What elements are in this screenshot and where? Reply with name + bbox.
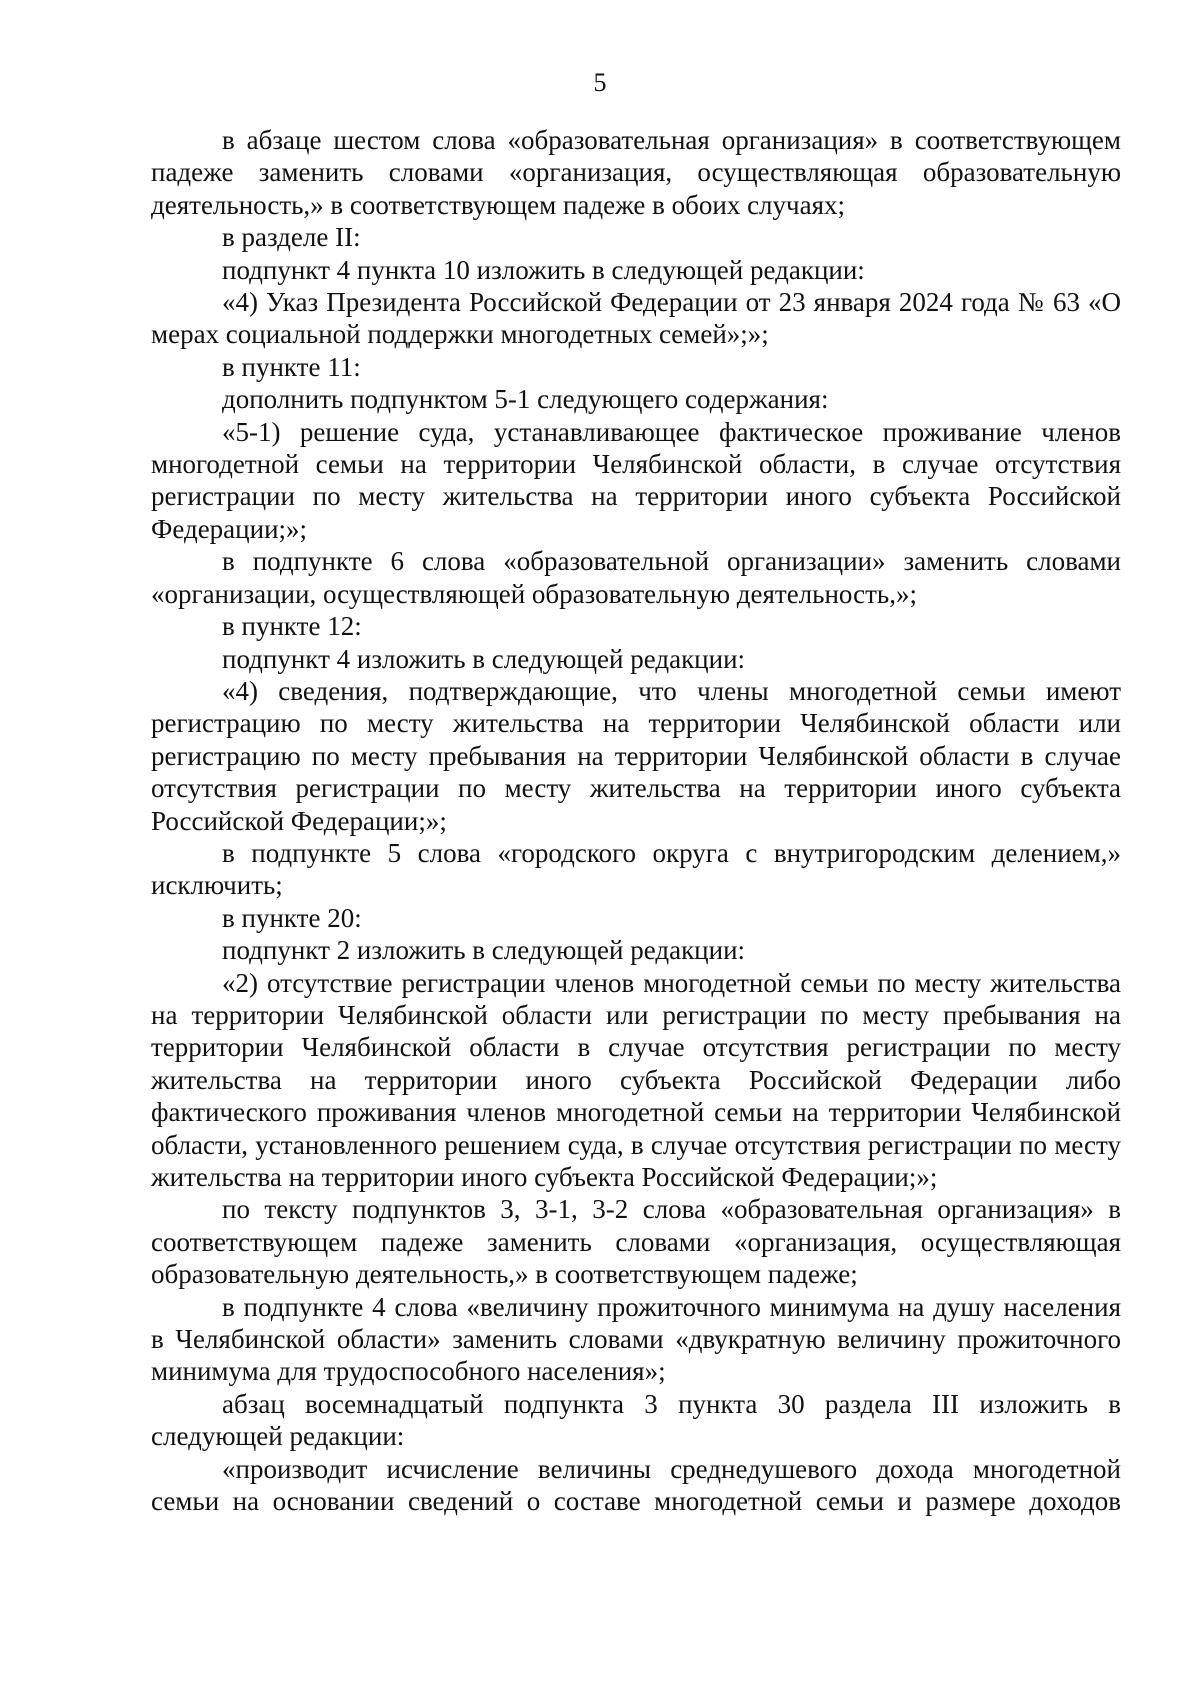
paragraph-4: «4) Указ Президента Российской Федерации от 23 января 2024 года № 63 «О мерах социальной поддержки многодетных семей»;»; (151, 287, 1121, 350)
paragraph-15: «2) отсутствие регистрации членов многодетной семьи по месту жительства на территории Челябинской области или регистрации по месту пребывания на территории Челябинской области в случае отсутствия регистрации по месту жительства на территории иного субъекта Российской Федерации либо фактического проживания членов многодетной семьи на территории Челябинской области, установленного решением суда, в случае отсутствия регистрации по месту жительства на территории иного субъекта Российской Федерации;»; (151, 967, 1121, 1192)
paragraph-13: в пункте 20: (222, 902, 362, 933)
paragraph-17: в подпункте 4 слова «величину прожиточного минимума на душу населения в Челябинской области» заменить словами «двукратную величину прожиточного минимума для трудоспособного населения»; (151, 1291, 1121, 1387)
paragraph-12: в подпункте 5 слова «городского округа с внутригородским делением,» исключить; (151, 837, 1121, 901)
paragraph-9: в пункте 12: (222, 611, 362, 642)
paragraph-6: дополнить подпунктом 5-1 следующего содержания: (222, 384, 829, 415)
paragraph-5: в пункте 11: (222, 351, 361, 382)
paragraph-18: абзац восемнадцатый подпункта 3 пункта 30 раздела III изложить в следующей редакции: (151, 1388, 1121, 1452)
paragraph-1: в абзаце шестом слова «образовательная организация» в соответствующем падеже заменить словами «организация, осуществляющая образовательную деятельность,» в соответствующем падеже в обоих случаях; (151, 125, 1121, 220)
paragraph-16: по тексту подпунктов 3, 3-1, 3-2 слова «образовательная организация» в соответствующем падеже заменить словами «организация, осуществляющая образовательную деятельность,» в соответствующем падеже; (151, 1194, 1121, 1290)
paragraph-19: «производит исчисление величины среднедушевого дохода многодетной семьи на основании сведений о составе многодетной семьи и размере доходов (151, 1453, 1121, 1517)
paragraph-7: «5-1) решение суда, устанавливающее фактическое проживание членов многодетной семьи на территории Челябинской области, в случае отсутствия регистрации по месту жительства на территории иного субъекта Российской Федерации;»; (151, 416, 1121, 544)
page-number: 5 (593, 68, 607, 97)
paragraph-2: в разделе II: (222, 222, 361, 253)
document-body (151, 124, 1121, 1517)
paragraph-14: подпункт 2 изложить в следующей редакции: (222, 935, 746, 966)
paragraph-3: подпункт 4 пункта 10 изложить в следующей редакции: (222, 254, 865, 285)
paragraph-8: в подпункте 6 слова «образовательной организации» заменить словами «организации, осуществляющей образовательную деятельность,»; (151, 546, 1121, 609)
paragraph-11: «4) сведения, подтверждающие, что члены многодетной семьи имеют регистрацию по месту жительства на территории Челябинской области или регистрацию по месту пребывания на территории Челябинской области в случае отсутствия регистрации по месту жительства на территории иного субъекта Российской Федерации;»; (151, 675, 1121, 836)
paragraph-10: подпункт 4 изложить в следующей редакции: (222, 643, 746, 674)
